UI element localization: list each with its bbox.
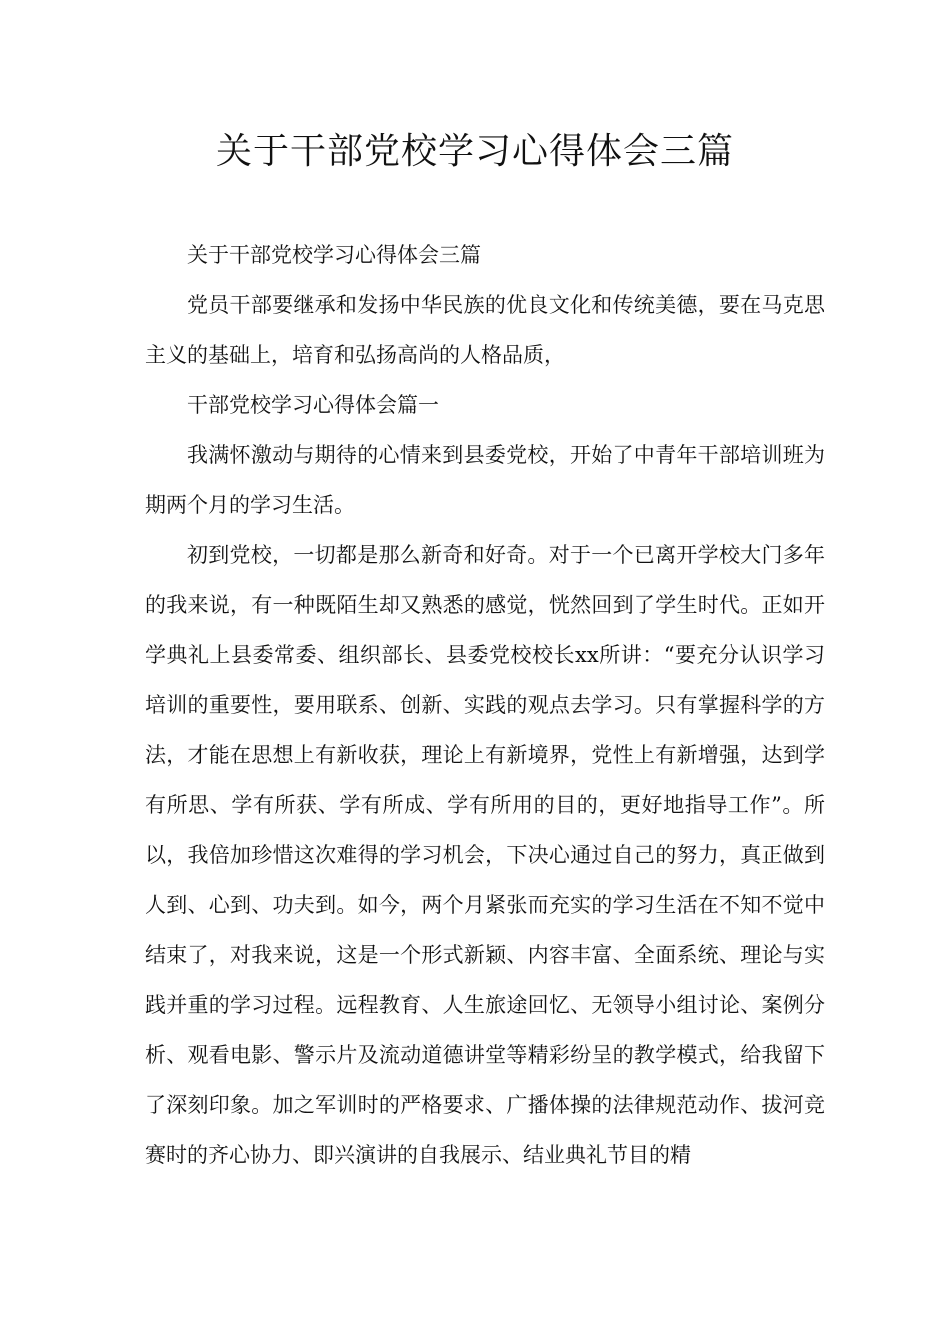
paragraph-intro: 党员干部要继承和发扬中华民族的优良文化和传统美德，要在马克思主义的基础上，培育和弘扬高尚的人格品质，: [145, 293, 825, 367]
paragraph-main: 初到党校，一切都是那么新奇和好奇。对于一个已离开学校大门多年的我来说，有一种既陌生却又熟悉的感觉，恍然回到了学生时代。正如开学典礼上县委常委、组织部长、县委党校校长xx所讲：“要充分认识学习培训的重要性，要用联系、创新、实践的观点去学习。只有掌握科学的方法，才能在思想上有新收获，理论上有新境界，党性上有新增强，达到学有所思、学有所获、学有所成、学有所用的目的，更好地指导工作”。所以，我倍加珍惜这次难得的学习机会，下决心通过自己的努力，真正做到人到、心到、功夫到。如今，两个月紧张而充实的学习生活在不知不觉中结束了，对我来说，这是一个形式新颖、内容丰富、全面系统、理论与实践并重的学习过程。远程教育、人生旅途回忆、无领导小组讨论、案例分析、观看电影、警示片及流动道德讲堂等精彩纷呈的教学模式，给我留下了深刻印象。加之军训时的严格要求、广播体操的法律规范动作、拔河竞赛时的齐心协力、即兴演讲的自我展示、结业典礼节目的精: [145, 543, 825, 1167]
paragraph-heading: 关于干部党校学习心得体会三篇: [187, 243, 481, 267]
paragraph-section-title: 干部党校学习心得体会篇一: [187, 393, 439, 417]
paragraph-opening: 我满怀激动与期待的心情来到县委党校，开始了中青年干部培训班为期两个月的学习生活。: [145, 443, 825, 517]
document-body: [145, 230, 825, 1180]
document-title: 关于干部党校学习心得体会三篇: [215, 131, 734, 172]
